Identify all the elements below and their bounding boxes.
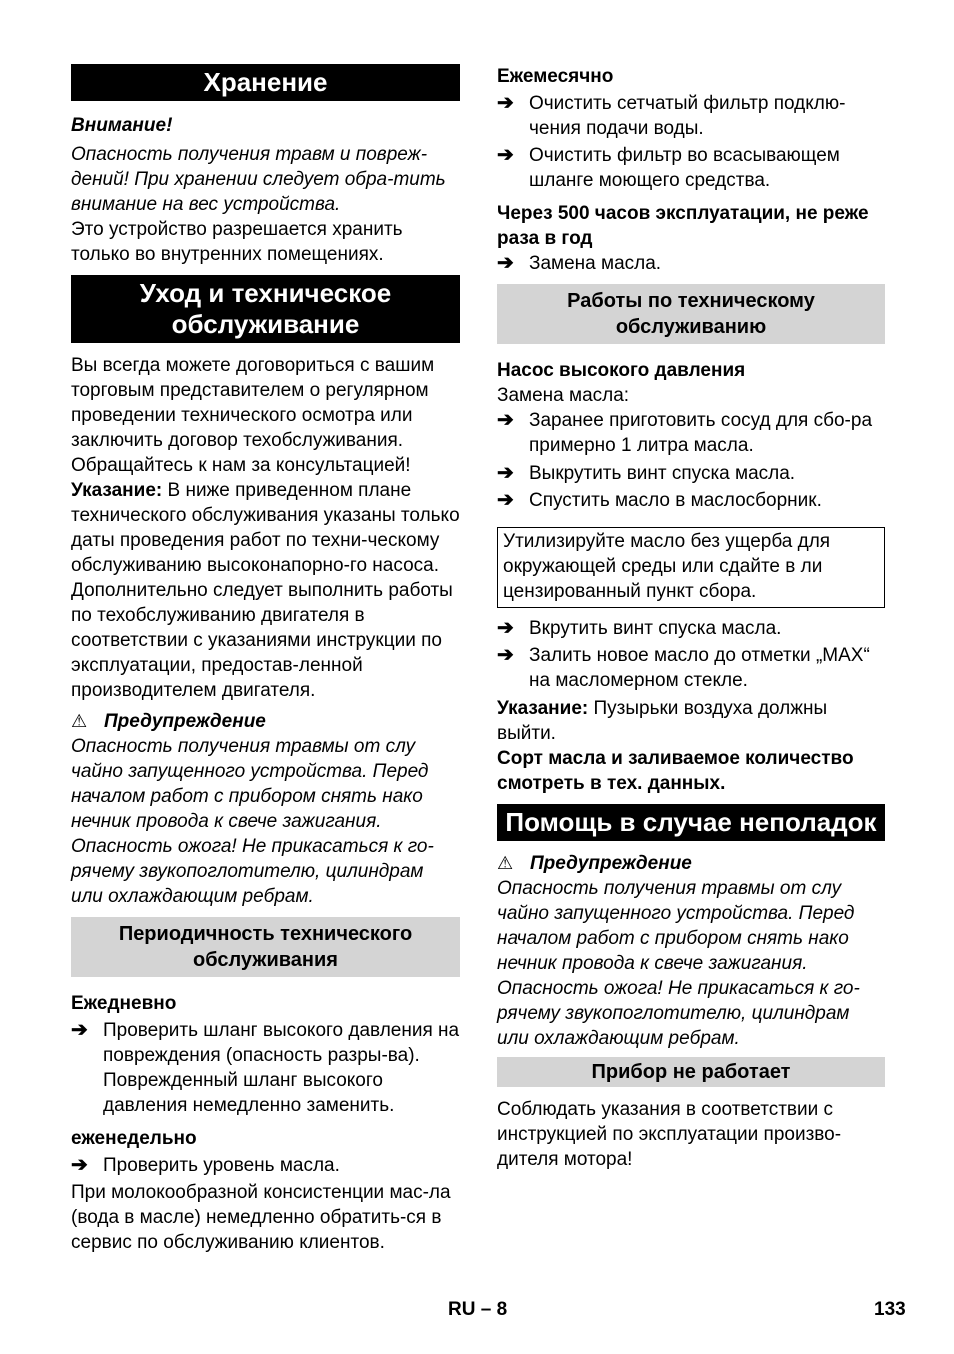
pump-item-5: Залить новое масло до отметки „MAX“ на масломерном стекле. bbox=[529, 645, 870, 691]
warning-line bbox=[497, 851, 885, 876]
list-item bbox=[497, 408, 885, 458]
disposal-note-box bbox=[497, 527, 885, 608]
list-item bbox=[71, 1153, 460, 1178]
pump-item-4: Вкрутить винт спуска масла. bbox=[529, 618, 782, 639]
not-working-heading: Прибор не работает bbox=[497, 1057, 885, 1087]
arrow-right-icon: ➔ bbox=[497, 644, 514, 666]
storage-text: Это устройство разрешается хранить только во внутренних помещениях. bbox=[71, 219, 403, 265]
arrow-right-icon: ➔ bbox=[71, 1019, 88, 1041]
pump-text: Замена масла: bbox=[497, 385, 630, 406]
caution-text: Опасность получения травм и повреж-дений! При хранении следует обра-тить внимание на вес устройства. bbox=[71, 144, 446, 215]
weekly-item: Проверить уровень масла. bbox=[103, 1155, 340, 1176]
warning-label: Предупреждение bbox=[530, 853, 692, 874]
right-column bbox=[497, 64, 885, 1172]
not-working-text: Соблюдать указания в соответствии с инструкцией по эксплуатации произво-дителя мотора! bbox=[497, 1099, 842, 1170]
arrow-right-icon: ➔ bbox=[497, 617, 514, 639]
list-item bbox=[497, 643, 885, 693]
list-item bbox=[497, 143, 885, 193]
hours-label: Через 500 часов эксплуатации, не реже раза в год bbox=[497, 203, 869, 249]
warning-triangle-icon: ⚠ bbox=[71, 711, 88, 731]
pump-item-3: Спустить масло в маслосборник. bbox=[529, 490, 822, 511]
arrow-right-icon: ➔ bbox=[497, 409, 514, 431]
caution-label: Внимание! bbox=[71, 115, 173, 136]
list-item bbox=[497, 251, 885, 276]
warning-label: Предупреждение bbox=[104, 711, 266, 732]
list-item bbox=[497, 616, 885, 641]
note-label: Указание: bbox=[497, 698, 589, 719]
arrow-right-icon: ➔ bbox=[497, 462, 514, 484]
daily-label: Ежедневно bbox=[71, 993, 177, 1014]
warning-text: Опасность получения травмы от слу чайно запущенного устройства. Перед началом работ с прибором снять нако нечник провода к свече зажигания. Опасность ожога! Не прикасаться к го-рячему звукопоглотителю, цилиндрам или охлаждающим ребрам. bbox=[497, 878, 860, 1049]
help-heading: Помощь в случае неполадок bbox=[497, 804, 885, 841]
left-column bbox=[71, 64, 460, 1255]
list-item bbox=[497, 461, 885, 486]
monthly-item-2: Очистить фильтр во всасывающем шланге моющего средства. bbox=[529, 145, 840, 191]
arrow-right-icon: ➔ bbox=[71, 1154, 88, 1176]
note-paragraph bbox=[71, 478, 460, 703]
list-item bbox=[497, 91, 885, 141]
note-text: Пузырьки воздуха должны выйти. bbox=[497, 698, 828, 744]
care-heading: Уход и техническое обслуживание bbox=[71, 275, 460, 343]
warning-text: Опасность получения травмы от слу чайно запущенного устройства. Перед началом работ с прибором снять нако нечник провода к свече зажигания. Опасность ожога! Не прикасаться к го-рячему звукопоглотителю, цилиндрам или охлаждающим ребрам. bbox=[71, 736, 434, 907]
storage-heading: Хранение bbox=[71, 64, 460, 101]
periodicity-heading: Периодичность технического обслуживания bbox=[71, 917, 460, 977]
arrow-right-icon: ➔ bbox=[497, 144, 514, 166]
pump-item-1: Заранее приготовить сосуд для сбо-ра примерно 1 литра масла. bbox=[529, 410, 873, 456]
weekly-label: еженедельно bbox=[71, 1128, 197, 1149]
care-text: Вы всегда можете договориться с вашим торговым представителем о регулярном проведении технического осмотра или заключить договор техобслуживания. Обращайтесь к нам за консультацией! bbox=[71, 355, 435, 476]
warning-triangle-icon: ⚠ bbox=[497, 853, 514, 873]
note-paragraph bbox=[497, 696, 885, 746]
arrow-right-icon: ➔ bbox=[497, 92, 514, 114]
list-item bbox=[497, 488, 885, 513]
weekly-text: При молокообразной консистенции мас-ла (вода в масле) немедленно обратить-ся в сервис по обслуживанию клиентов. bbox=[71, 1182, 451, 1253]
arrow-right-icon: ➔ bbox=[497, 252, 514, 274]
arrow-right-icon: ➔ bbox=[497, 489, 514, 511]
monthly-label: Ежемесячно bbox=[497, 66, 614, 87]
monthly-item-1: Очистить сетчатый фильтр подклю-чения подачи воды. bbox=[529, 93, 846, 139]
daily-item: Проверить шланг высокого давления на повреждения (опасность разры-ва). Поврежденный шланг высокого давления немедленно заменить. bbox=[103, 1020, 460, 1116]
note-label: Указание: bbox=[71, 480, 163, 501]
list-item bbox=[71, 1018, 460, 1118]
footer-section-label: RU – 8 bbox=[448, 1299, 508, 1320]
pump-label: Насос высокого давления bbox=[497, 360, 746, 381]
pump-item-2: Выкрутить винт спуска масла. bbox=[529, 463, 796, 484]
warning-line bbox=[71, 709, 460, 734]
works-heading: Работы по техническому обслуживанию bbox=[497, 284, 885, 344]
hours-item: Замена масла. bbox=[529, 253, 662, 274]
disposal-note-text: Утилизируйте масло без ущерба для окружающей среды или сдайте в ли цензированный пункт сбора. bbox=[503, 531, 831, 602]
oil-note: Сорт масла и заливаемое количество смотреть в тех. данных. bbox=[497, 748, 854, 794]
note-text: В ниже приведенном плане технического обслуживания указаны только даты проведения работ по техни-ческому обслуживанию высоконапорно-го насоса. Дополнительно следует выполнить работы по техобслуживанию двигателя в соответствии с указаниями инструкции по эксплуатации, предостав-ленной производителем двигателя. bbox=[71, 480, 460, 701]
page-number: 133 bbox=[874, 1299, 906, 1320]
